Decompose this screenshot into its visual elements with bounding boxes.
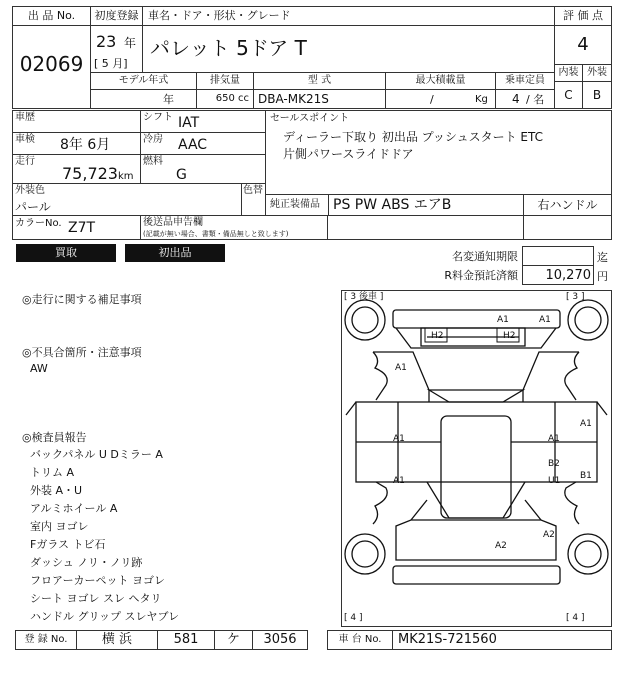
damage-mark: B1 — [580, 471, 592, 481]
model-year-unit: 年 — [163, 93, 174, 106]
lot-label: 出 品 No. — [27, 9, 76, 22]
score-label: 評 価 点 — [563, 9, 603, 22]
mileage-unit: km — [118, 171, 134, 182]
docs-label: 後送品申告欄 — [143, 217, 203, 228]
inspector-item: 外装 A・U — [30, 484, 83, 497]
ac-label: 冷房 — [143, 134, 163, 145]
damage-mark: B2 — [548, 459, 560, 469]
interior-label: 内装 — [558, 67, 579, 78]
fuel-label: 燃料 — [143, 156, 163, 167]
damage-mark: A1 — [497, 315, 509, 325]
max-load-value: / — [430, 93, 434, 106]
inspector-item: バックパネル U Dミラー A — [30, 448, 163, 461]
mileage-value: 75,723 — [62, 164, 118, 183]
color-no-label: カラーNo. — [15, 218, 62, 229]
lot-number: 02069 — [19, 52, 84, 76]
ac-value: AAC — [178, 137, 208, 153]
capacity-value-cell — [495, 89, 555, 109]
drive-heading: ◎走行に関する補足事項 — [22, 293, 142, 306]
max-load-label: 最大積載量 — [415, 75, 466, 86]
blank-cell-b — [523, 215, 612, 240]
chassis-value: MK21S-721560 — [398, 632, 497, 647]
inspection-label: 車検 — [15, 134, 35, 145]
carname-label: 車名・ドア・形状・グレード — [148, 9, 291, 22]
damage-mark: A2 — [495, 541, 507, 551]
blank-cell-a — [327, 215, 524, 240]
corner-label-tr: [ 3 ] — [566, 292, 585, 302]
damage-mark: A1 — [395, 363, 407, 373]
recycle-value: 10,270 — [545, 268, 591, 283]
equipment-value: PS PW ABS エアB — [333, 197, 452, 213]
plate-number-value: 3056 — [263, 632, 297, 647]
type-value: DBA-MK21S — [258, 92, 329, 106]
defect-item: AW — [30, 362, 48, 375]
reg-year: 23 — [96, 32, 117, 51]
inspector-item: ハンドル グリップ スレヤブレ — [30, 610, 180, 623]
handle-value: 右ハンドル — [537, 198, 598, 212]
max-load-unit: Kg — [475, 94, 488, 105]
inspection-value: 8年 6月 — [60, 137, 111, 153]
corner-label-bl: [ 4 ] — [344, 613, 363, 623]
recycle-label: R料金預託済額 — [444, 269, 518, 282]
sales-point-label: セールスポイント — [270, 113, 350, 124]
reg-label: 初度登録 — [94, 9, 139, 22]
first-listing-button: 初出品 — [125, 244, 225, 262]
equipment-label: 純正装備品 — [270, 199, 320, 210]
mileage-label: 走行 — [15, 156, 35, 167]
corner-label-br: [ 4 ] — [566, 613, 585, 623]
inspector-item: Fガラス トビ石 — [30, 538, 106, 551]
shift-value: IAT — [178, 115, 200, 131]
buy-button: 買取 — [16, 244, 116, 262]
inspector-item: ダッシュ ノリ・ノリ跡 — [30, 556, 143, 569]
inspector-item: トリム A — [30, 466, 75, 479]
defect-heading: ◎不具合箇所・注意事項 — [22, 346, 142, 359]
inspector-heading: ◎検査員報告 — [22, 431, 87, 444]
score-value: 4 — [577, 34, 589, 55]
reg-month: [ 5 月] — [94, 57, 128, 70]
damage-mark: A2 — [543, 530, 555, 540]
inspector-item: アルミホイール A — [30, 502, 118, 515]
inspector-item: フロアーカーペット ヨゴレ — [30, 574, 165, 587]
notice-label: 名変通知期限 — [452, 250, 518, 263]
inspector-item: シート ヨゴレ スレ ヘタリ — [30, 592, 162, 605]
damage-mark: A1 — [539, 315, 551, 325]
type-label: 型 式 — [307, 75, 332, 86]
color-label: 外装色 — [15, 185, 45, 196]
capacity-unit: / 名 — [526, 93, 545, 106]
exterior-grade: B — [592, 88, 602, 102]
notice-unit: 迄 — [597, 251, 608, 264]
color-no-value: Z7T — [68, 220, 96, 236]
inspector-item: 室内 ヨゴレ — [30, 520, 89, 533]
damage-mark: A1 — [580, 419, 592, 429]
capacity-label: 乗車定員 — [505, 75, 545, 86]
damage-mark: A1 — [393, 434, 405, 444]
docs-note: (記載が無い場合、書類・備品無しと致します) — [143, 230, 289, 238]
reg-year-unit: 年 — [124, 36, 137, 50]
sales-point-line1: ディーラー下取り 初出品 プッシュスタート ETC — [283, 130, 543, 144]
interior-grade: C — [564, 88, 573, 102]
model-year-value-cell — [90, 89, 197, 109]
damage-mark: A1 — [393, 476, 405, 486]
recolor-label: 色替 — [243, 185, 263, 196]
history-label: 車歴 — [15, 112, 35, 123]
damage-mark: U1 — [548, 476, 561, 486]
recycle-unit: 円 — [597, 270, 608, 283]
displacement-label: 排気量 — [210, 75, 240, 86]
class-no-value: 581 — [173, 632, 199, 647]
exterior-label: 外装 — [587, 67, 607, 78]
car-name: パレット 5ドア T — [150, 36, 307, 60]
kana-value: ケ — [226, 632, 240, 647]
damage-mark: H2 — [431, 331, 444, 341]
damage-mark: A1 — [548, 434, 560, 444]
corner-label-tl: [ 3 後車 ] — [344, 292, 384, 302]
notice-value-cell — [522, 246, 594, 266]
capacity-value: 4 — [512, 92, 520, 106]
reg-label-text: 登 録 No. — [24, 634, 68, 645]
sales-point-line2: 片側パワースライドドア — [283, 147, 414, 161]
fuel-value: G — [176, 167, 187, 183]
region-value: 横 浜 — [101, 632, 133, 647]
model-year-label: モデル年式 — [118, 75, 169, 86]
shift-label: シフト — [143, 112, 173, 123]
damage-mark: H2 — [503, 331, 516, 341]
car-diagram — [341, 290, 612, 627]
displacement-value: 650 cc — [215, 93, 249, 104]
color-value: パール — [15, 200, 51, 214]
chassis-label: 車 台 No. — [338, 634, 382, 645]
